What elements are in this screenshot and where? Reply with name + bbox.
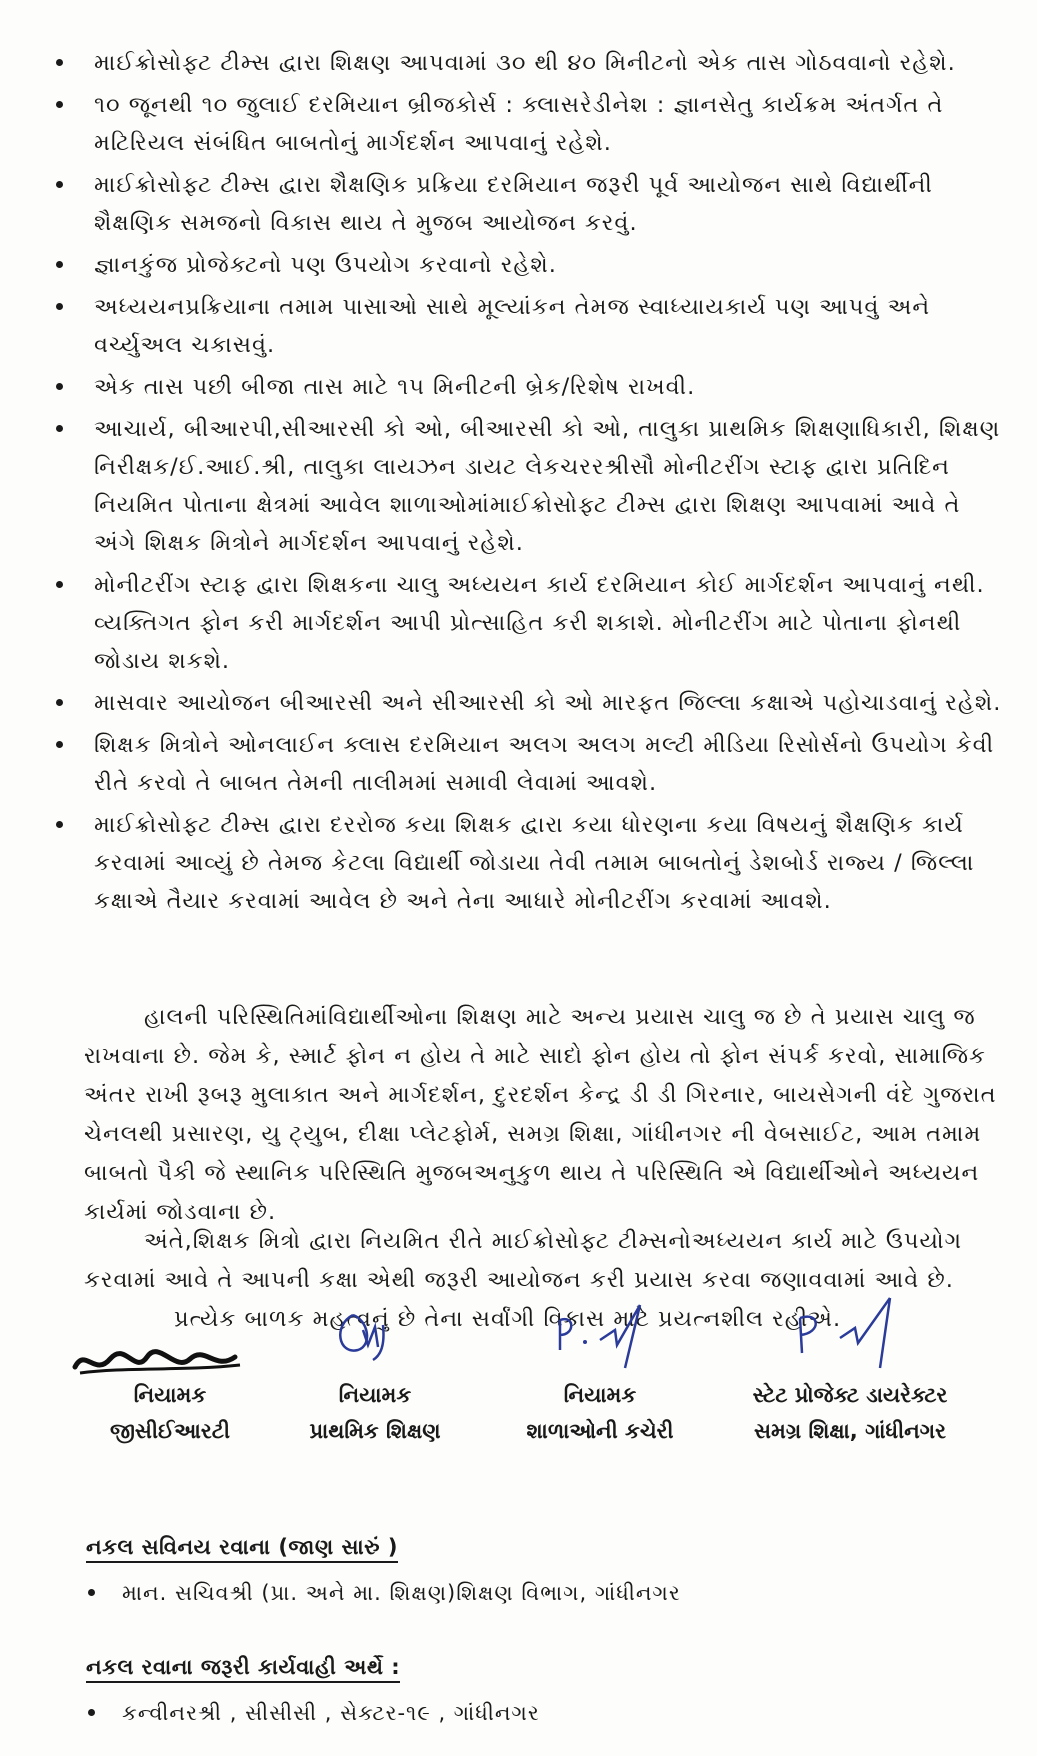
handwritten-signature-icon bbox=[780, 1293, 910, 1373]
signature-org: શાળાઓની કચેરી bbox=[526, 1419, 674, 1443]
list-item-text: જ્ઞાનકુંજ પ્રોજેક્ટનો પણ ઉપયોગ કરવાનો રહેશે. bbox=[94, 252, 557, 278]
closing-paragraph: અંતે,શિક્ષક મિત્રો દ્વારા નિયમિત રીતે માઈક્રોસોફ્ટ ટીમ્સનોઅધ્યયન કાર્ય માટે ઉપયોગ કરવામાં આવે તે આપની કક્ષા એથી જરૂરી આયોજન કરી પ્રયાસ કરવા જણાવવામાં આવે છે. bbox=[84, 1228, 963, 1293]
copy-info-heading: નકલ સવિનય રવાના (જાણ સારું ) bbox=[86, 1535, 398, 1563]
bullet-icon bbox=[56, 699, 63, 706]
bullet-icon bbox=[56, 59, 63, 66]
list-item bbox=[86, 1696, 986, 1730]
list-item-text: ૧૦ જૂનથી ૧૦ જુલાઈ દરમિયાન બ્રીજકોર્સ : ક્લાસરેડીનેશ : જ્ઞાનસેતુ કાર્યક્રમ અંતર્ગત તે મટિરિયલ સંબંધિત બાબતોનું માર્ગદર્શન આપવાનું રહેશે. bbox=[94, 92, 944, 156]
signature-gcert bbox=[80, 1345, 260, 1449]
bullet-icon bbox=[56, 261, 63, 268]
current-situation-paragraph: હાલની પરિસ્થિતિમાંવિદ્યાર્થીઓના શિક્ષણ માટે અન્ય પ્રયાસ ચાલુ જ છે તે પ્રયાસ ચાલુ જ રાખવાના છે. જેમ કે, સ્માર્ટ ફોન ન હોય તે માટે સાદો ફોન હોય તો ફોન સંપર્ક કરવો, સામાજિક અંતર રાખી રૂબરૂ મુલાકાત અને માર્ગદર્શન, દુરદર્શન કેન્દ્ર ડી ડી ગિરનાર, બાયસેગની વંદે ગુજરાત ચેનલથી પ્રસારણ, યુ ટ્યુબ, દીક્ષા પ્લેટફોર્મ, સમગ્ર શિક્ષા, ગાંધીનગર ની વેબસાઈટ, આમ તમામ બાબતો પૈકી જે સ્થાનિક પરિસ્થિતિ મુજબઅનુકુળ થાય તે પરિસ્થિતિ એ વિદ્યાર્થીઓને અધ્યયન કાર્યમાં જોડવાના છે. bbox=[84, 1004, 997, 1225]
list-item-text: માઈક્રોસોફ્ટ ટીમ્સ દ્વારા દરરોજ કયા શિક્ષક દ્વારા કયા ધોરણના કયા વિષયનું શૈક્ષણિક કાર્ય કરવામાં આવ્યું છે તેમજ કેટલા વિદ્યાર્થી જોડાયા તેવી તમામ બાબતોનું ડેશબોર્ડ રાજ્ય / જિલ્લા કક્ષાએ તૈયાર કરવામાં આવેલ છે અને તેના આધારે મોનીટરીંગ કરવામાં આવશે. bbox=[94, 812, 975, 914]
signature-spd bbox=[720, 1345, 980, 1449]
handwritten-signature-icon bbox=[65, 1337, 255, 1387]
bullet-icon bbox=[56, 581, 63, 588]
motto-line: પ્રત્યેક બાળક મહત્વનું છે તેના સર્વાંગી વિકાસ માટે પ્રયત્નશીલ રહીએ. bbox=[174, 1306, 842, 1332]
list-item bbox=[52, 410, 1002, 562]
signature-org: પ્રાથમિક શિક્ષણ bbox=[309, 1419, 441, 1443]
list-item bbox=[52, 726, 1002, 802]
list-item bbox=[52, 684, 1002, 722]
list-item-text: માઈક્રોસોફ્ટ ટીમ્સ દ્વારા શિક્ષણ આપવામાં ૩૦ થી ૪૦ મિનીટનો એક તાસ ગોઠવવાનો રહેશે. bbox=[94, 50, 956, 76]
signature-title: નિયામક bbox=[133, 1383, 207, 1407]
list-item-text: શિક્ષક મિત્રોને ઓનલાઈન ક્લાસ દરમિયાન અલગ અલગ મલ્ટી મીડિયા રિસોર્સનો ઉપયોગ કેવી રીતે કરવો તે બાબત તેમની તાલીમમાં સમાવી લેવામાં આવશે. bbox=[94, 732, 995, 796]
list-item-text: કન્વીનરશ્રી , સીસીસી , સેક્ટર-૧૯ , ગાંધીનગર bbox=[122, 1701, 540, 1725]
list-item bbox=[52, 288, 1002, 364]
list-item-text: માઈક્રોસોફ્ટ ટીમ્સ દ્વારા શૈક્ષણિક પ્રક્રિયા દરમિયાન જરૂરી પૂર્વ આયોજન સાથે વિદ્યાર્થીની શૈક્ષણિક સમજનો વિકાસ થાય તે મુજબ આયોજન કરવું. bbox=[94, 172, 933, 236]
list-item bbox=[52, 806, 1002, 920]
list-item bbox=[52, 166, 1002, 242]
bullet-icon bbox=[56, 425, 63, 432]
copy-action-heading: નકલ રવાના જરૂરી કાર્યવાહી અર્થે : bbox=[86, 1655, 400, 1683]
handwritten-signature-icon bbox=[545, 1300, 655, 1370]
list-item-text: આચાર્ય, બીઆરપી,સીઆરસી કો ઓ, બીઆરસી કો ઓ, તાલુકા પ્રાથમિક શિક્ષણાધિકારી, શિક્ષણ નિરીક્ષક/ઈ.આઈ.શ્રી, તાલુકા લાયઝન ડાયટ લેકચરરશ્રીસૌ મોનીટરીંગ સ્ટાફ દ્વારા પ્રતિદિન નિયમિત પોતાના ક્ષેત્રમાં આવેલ શાળાઓમાંમાઈક્રોસોફ્ટ ટીમ્સ દ્વારા શિક્ષણ આપવામાં આવે તે અંગે શિક્ષક મિત્રોને માર્ગદર્શન આપવાનું રહેશે. bbox=[94, 416, 1001, 556]
copy-info-list bbox=[86, 1576, 986, 1610]
list-item-text: એક તાસ પછી બીજા તાસ માટે ૧૫ મિનીટની બ્રેક/રિશેષ રાખવી. bbox=[94, 374, 696, 400]
list-item bbox=[52, 368, 1002, 406]
signature-title: નિયામક bbox=[563, 1383, 637, 1407]
signature-primary bbox=[285, 1345, 465, 1449]
bullet-icon bbox=[56, 101, 63, 108]
list-item bbox=[52, 246, 1002, 284]
signature-title: નિયામક bbox=[338, 1383, 412, 1407]
signature-schools bbox=[500, 1345, 700, 1449]
copy-action-list bbox=[86, 1696, 986, 1730]
list-item-text: માન. સચિવશ્રી (પ્રા. અને મા. શિક્ષણ)શિક્ષણ વિભાગ, ગાંધીનગર bbox=[122, 1581, 681, 1605]
bullet-icon bbox=[56, 303, 63, 310]
list-item bbox=[52, 44, 1002, 82]
signature-block bbox=[40, 1345, 1000, 1465]
bullet-icon bbox=[56, 741, 63, 748]
signature-org: જીસીઈઆરટી bbox=[110, 1419, 230, 1443]
list-item-text: મોનીટરીંગ સ્ટાફ દ્વારા શિક્ષકના ચાલુ અધ્યયન કાર્ય દરમિયાન કોઈ માર્ગદર્શન આપવાનું નથી. વ્યક્તિગત ફોન કરી માર્ગદર્શન આપી પ્રોત્સાહિત કરી શકાશે. મોનીટરીંગ માટે પોતાના ફોનથી જોડાય શકશે. bbox=[94, 572, 985, 674]
signature-org: સમગ્ર શિક્ષા, ગાંધીનગર bbox=[753, 1419, 946, 1443]
bullet-icon bbox=[88, 1589, 95, 1596]
list-item bbox=[86, 1576, 986, 1610]
instruction-list bbox=[52, 44, 1002, 924]
bullet-icon bbox=[56, 383, 63, 390]
bullet-icon bbox=[56, 181, 63, 188]
list-item-text: અધ્યયનપ્રક્રિયાના તમામ પાસાઓ સાથે મૂલ્યાંકન તેમજ સ્વાધ્યાયકાર્ય પણ આપવું અને વર્ચ્યુઅલ ચકાસવું. bbox=[94, 294, 931, 358]
list-item bbox=[52, 86, 1002, 162]
bullet-icon bbox=[88, 1709, 95, 1716]
handwritten-signature-icon bbox=[323, 1305, 413, 1365]
list-item-text: માસવાર આયોજન બીઆરસી અને સીઆરસી કો ઓ મારફત જિલ્લા કક્ષાએ પહોચાડવાનું રહેશે. bbox=[94, 690, 1002, 716]
list-item bbox=[52, 566, 1002, 680]
bullet-icon bbox=[56, 821, 63, 828]
signature-title: સ્ટેટ પ્રોજેક્ટ ડાયરેક્ટર bbox=[752, 1383, 948, 1407]
